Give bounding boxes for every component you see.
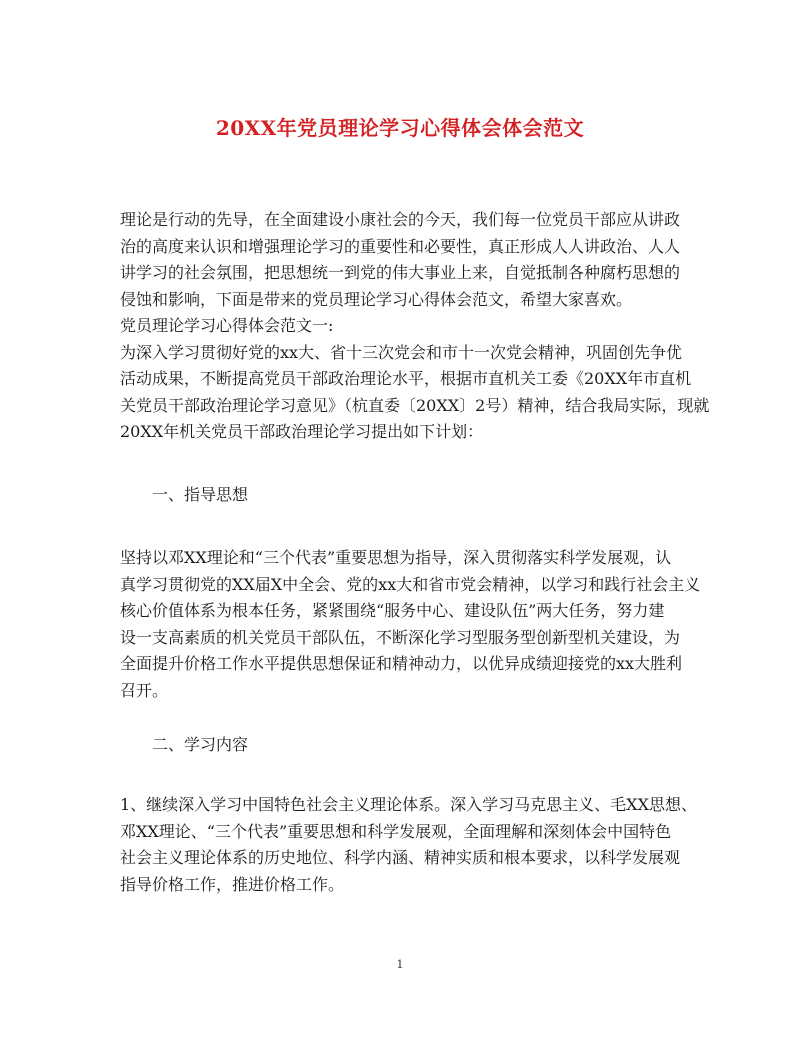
section-heading-guiding: 一、指导思想 (152, 485, 249, 504)
guiding-paragraph (120, 545, 701, 704)
intro-line: 20XX年机关党员干部政治理论学习提出如下计划： (120, 422, 484, 441)
intro-line: 侵蚀和影响，下面是带来的党员理论学习心得体会范文，希望大家喜欢。 (120, 289, 633, 309)
intro-line: 党员理论学习心得体会范文一: (120, 316, 334, 335)
intro-line: 活动成果，不断提高党员干部政治理论水平，根据市直机关工委《20XX年市直机 (120, 369, 692, 388)
intro-line: 讲学习的社会氛围，把思想统一到党的伟大事业上来，自觉抵制各种腐朽思想的 (120, 263, 681, 282)
guiding-line: 全面提升价格工作水平提供思想保证和精神动力，以优异成绩迎接党的xx大胜利 (120, 654, 683, 673)
intro-line: 治的高度来认识和增强理论学习的重要性和必要性，真正形成人人讲政治、人人 (120, 236, 681, 256)
guiding-line: 坚持以邓XX理论和“三个代表”重要思想为指导，深入贯彻落实科学发展观，认 (120, 548, 672, 567)
content-line: 指导价格工作，推进价格工作。 (120, 874, 345, 894)
intro-paragraph (120, 207, 710, 446)
guiding-line: 真学习贯彻党的XX届X中全会、党的xx大和省市党会精神，以学习和践行社会主义 (120, 574, 701, 594)
guiding-line: 设一支高素质的机关党员干部队伍，不断深化学习型服务型创新型机关建设，为 (120, 627, 681, 647)
guiding-line: 核心价值体系为根本任务，紧紧围绕“服务中心、建设队伍”两大任务，努力建 (120, 601, 665, 620)
page-number: 1 (396, 958, 404, 971)
intro-line: 为深入学习贯彻好党的xx大、省十三次党会和市十一次党会精神，巩固创先争优 (120, 342, 683, 362)
content-paragraph (120, 792, 697, 898)
content-line: 1、继续深入学习中国特色社会主义理论体系。深入学习马克思主义、毛XX思想、 (120, 795, 697, 814)
content-line: 邓XX理论、“三个代表”重要思想和科学发展观，全面理解和深刻体会中国特色 (120, 821, 672, 841)
guiding-line: 召开。 (120, 680, 169, 700)
document-title: 20XX年党员理论学习心得体会体会范文 (215, 116, 585, 140)
intro-line: 关党员干部政治理论学习意见》（杭直委〔20XX〕2号）精神，结合我局实际，现就 (120, 395, 710, 415)
intro-line: 理论是行动的先导，在全面建设小康社会的今天，我们每一位党员干部应从讲政 (120, 210, 681, 229)
content-line: 社会主义理论体系的历史地位、科学内涵、精神实质和根本要求，以科学发展观 (120, 848, 681, 867)
section-heading-content: 二、学习内容 (152, 735, 249, 754)
